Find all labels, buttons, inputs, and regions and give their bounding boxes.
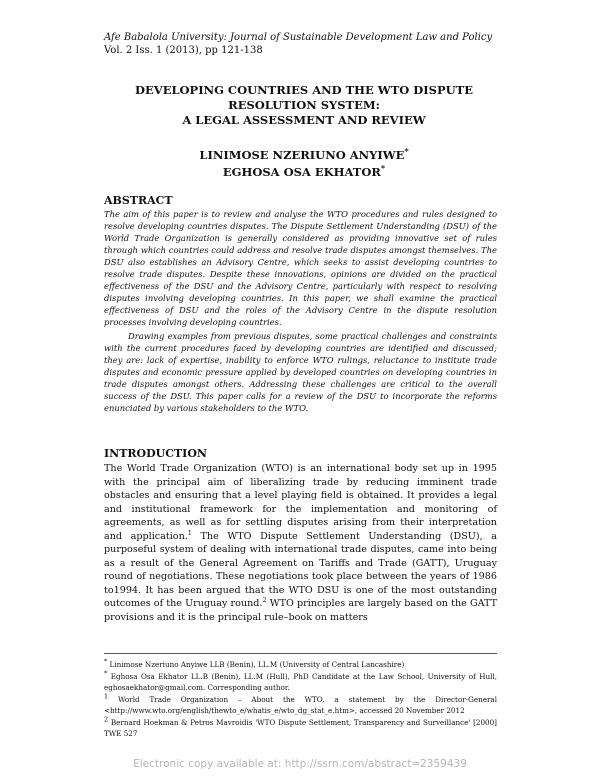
abstract-paragraph-1: The aim of this paper is to review and analyse the WTO procedures and rules designed to resolve developing countries disputes. The Dispute Settlement Understanding (DSU) of the World Trade Organization is generally considered as providing innovative set of rules through which countries could address and resolve trade disputes amongst themselves. The DSU also establishes an Advisory Centre, which seeks to assist developing countries to resolve trade disputes. Despite these innovations, opinions are divided on the practical effectiveness of the DSU and the Advisory Centre, particularly with respect to resolving disputes involving developing countries. In this paper, we shall examine the practical effectiveness of DSU and the roles of the Advisory Centre in the dispute resolution processes involving developing countries. — [104, 209, 497, 327]
paper-title — [104, 83, 504, 128]
author-2 — [104, 164, 504, 181]
title-line-1: DEVELOPING COUNTRIES AND THE WTO DISPUTE — [135, 83, 473, 97]
footnote-item — [104, 671, 497, 693]
abstract-body — [104, 208, 497, 414]
intro-text-part-2: The WTO Dispute Settlement Understanding (DSU), a purposeful system of dealing with international trade disputes, came into being as a result of the General Agreement on Tariffs and Trade (GATT), Uruguay round of negotiations. These negotiations took place between the years of 1986 to1994. It has been argued that the WTO DSU is one of the most outstanding outcomes of the Uruguay round. — [104, 530, 497, 609]
footnote-text: Bernard Hoekman & Petros Mavroidis 'WTO Dispute Settlement, Transparency and Surveillance' [2000] TWE 527 — [104, 718, 497, 738]
abstract-paragraph-2: Drawing examples from previous disputes, some practical challenges and constraints with the current procedures faced by developing countries are identified and discussed; they are: lack of expertise, inability to enforce WTO rulings, reluctance to institute trade disputes and economic pressure applied by developed countries on developing countries in trade disputes amongst others. Addressing these challenges are critical to the overall success of the DSU. This paper calls for a review of the DSU to incorporate the reforms enunciated by various stakeholders to the WTO. — [104, 331, 497, 413]
footnote-divider — [104, 653, 497, 654]
footnote-item — [104, 694, 497, 716]
journal-name: Afe Babalola University: Journal of Sustainable Development Law and Policy — [104, 32, 493, 43]
footnote-text: Linimose Nzeriuno Anyiwe LLB (Benin), LL.M (University of Central Lancashire) — [109, 660, 405, 669]
title-line-3: A LEGAL ASSESSMENT AND REVIEW — [182, 113, 426, 127]
author-1-name: LINIMOSE NZERIUNO ANYIWE — [199, 148, 405, 162]
footnote-mark: 2 — [104, 715, 109, 724]
author-1-mark: * — [404, 146, 409, 157]
footnote-text: World Trade Organization – About the WTO, a statement by the Director-General <http://www.wto.org/english/thewto_e/whatis_e/wto_dg_stat_e.htm>, accessed 20 November 2012 — [104, 695, 497, 715]
journal-header — [104, 31, 492, 57]
footnote-text: Eghosa Osa Ekhator LL.B (Benin), LL.M (Hull), PhD Candidate at the Law School, University of Hull, eghosaekhator@gmail.com. Corresponding author. — [104, 672, 497, 692]
footnote-item — [104, 659, 497, 670]
intro-text-part-3: WTO principles are largely based on the GATT provisions and it is the principal rule–book on matters — [104, 598, 497, 623]
author-block — [104, 147, 504, 181]
footnote-ref-2[interactable]: 2 — [262, 595, 267, 604]
abstract-heading: ABSTRACT — [104, 194, 173, 207]
author-1 — [104, 147, 504, 164]
introduction-heading: INTRODUCTION — [104, 447, 207, 460]
footnote-mark: 1 — [104, 692, 109, 701]
author-2-name: EGHOSA OSA EKHATOR — [222, 165, 381, 179]
introduction-body — [104, 462, 497, 624]
footnote-item — [104, 717, 497, 739]
ssrn-watermark[interactable]: Electronic copy available at: http://ssrn.com/abstract=2359439 — [133, 758, 467, 770]
introduction-paragraph — [104, 462, 497, 624]
author-2-mark: * — [380, 163, 386, 174]
intro-text-part-1: The World Trade Organization (WTO) is an international body set up in 1995 with the principal aim of liberalizing trade by reducing imminent trade obstacles and ensuring that a level playing field is obtained. It provides a legal and institutional framework for the implementation and monitoring of agreements, as well as for settling disputes arising from their interpretation and application. — [104, 463, 497, 542]
footnote-mark: * — [104, 669, 108, 678]
footnote-ref-1[interactable]: 1 — [187, 528, 192, 537]
footnotes — [104, 659, 497, 740]
title-line-2: RESOLUTION SYSTEM: — [228, 98, 380, 112]
journal-issue: Vol. 2 Iss. 1 (2013), pp 121-138 — [104, 45, 263, 56]
footnote-mark: * — [104, 657, 108, 666]
